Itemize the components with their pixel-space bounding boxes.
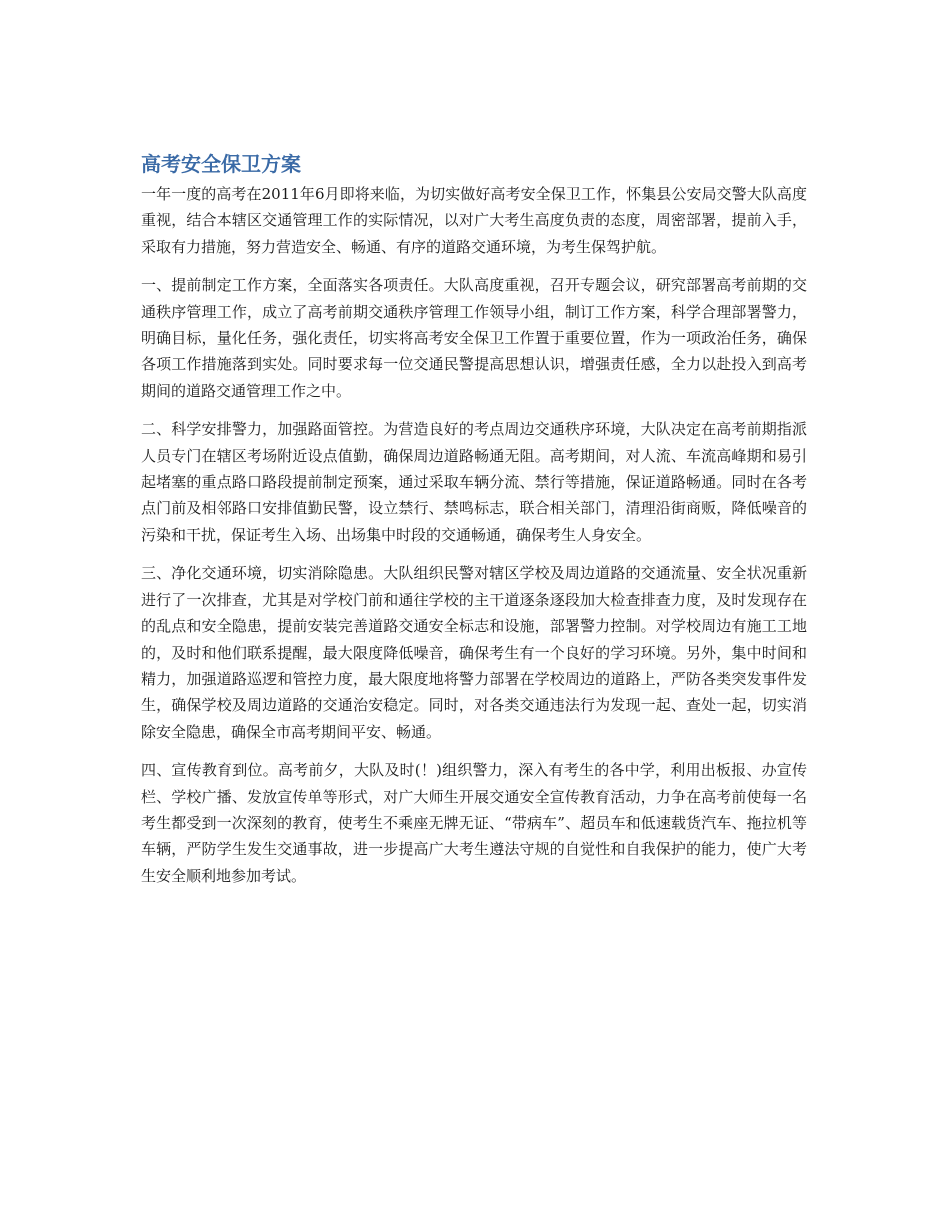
- section-three-paragraph: 三、净化交通环境，切实消除隐患。大队组织民警对辖区学校及周边道路的交通流量、安全状况重新进行了一次排查，尤其是对学校门前和通往学校的主干道逐条逐段加大检查排查力度，及时发现存在的乱点和安全隐患，提前安装完善道路交通安全标志和设施，部署警力控制。对学校周边有施工工地的，及时和他们联系提醒，最大限度降低噪音，确保考生有一个良好的学习环境。另外，集中时间和精力，加强道路巡逻和管控力度，最大限度地将警力部署在学校周边的道路上，严防各类突发事件发生，确保学校及周边道路的交通治安稳定。同时，对各类交通违法行为发现一起、查处一起，切实消除安全隐患，确保全市高考期间平安、畅通。: [141, 564, 807, 741]
- document-page: [141, 150, 807, 901]
- section-four-paragraph: 四、宣传教育到位。高考前夕，大队及时(！)组织警力，深入有考生的各中学，利用出板报、办宣传栏、学校广播、发放宣传单等形式，对广大师生开展交通安全宣传教育活动，力争在高考前使每一名考生都受到一次深刻的教育，使考生不乘座无牌无证、“带病车”、超员车和低速载货汽车、拖拉机等车辆，严防学生发生交通事故，进一步提高广大考生遵法守规的自觉性和自我保护的能力，使广大考生安全顺利地参加考试。: [141, 761, 807, 885]
- section-one-paragraph: 一、提前制定工作方案，全面落实各项责任。大队高度重视，召开专题会议，研究部署高考前期的交通秩序管理工作，成立了高考前期交通秩序管理工作领导小组，制订工作方案，科学合理部署警力，明确目标，量化任务，强化责任，切实将高考安全保卫工作置于重要位置，作为一项政治任务，确保各项工作措施落到实处。同时要求每一位交通民警提高思想认识，增强责任感，全力以赴投入到高考期间的道路交通管理工作之中。: [141, 276, 807, 400]
- document-title: 高考安全保卫方案: [141, 152, 301, 176]
- section-two-paragraph: 二、科学安排警力，加强路面管控。为营造良好的考点周边交通秩序环境，大队决定在高考前期指派人员专门在辖区考场附近设点值勤，确保周边道路畅通无阻。高考期间，对人流、车流高峰期和易引起堵塞的重点路口路段提前制定预案，通过采取车辆分流、禁行等措施，保证道路畅通。同时在各考点门前及相邻路口安排值勤民警，设立禁行、禁鸣标志，联合相关部门，清理沿街商贩，降低噪音的污染和干扰，保证考生入场、出场集中时段的交通畅通，确保考生人身安全。: [141, 420, 807, 544]
- intro-paragraph: 一年一度的高考在2011年6月即将来临，为切实做好高考安全保卫工作，怀集县公安局交警大队高度重视，结合本辖区交通管理工作的实际情况，以对广大考生高度负责的态度，周密部署，提前入手，采取有力措施，努力营造安全、畅通、有序的道路交通环境，为考生保驾护航。: [141, 185, 807, 256]
